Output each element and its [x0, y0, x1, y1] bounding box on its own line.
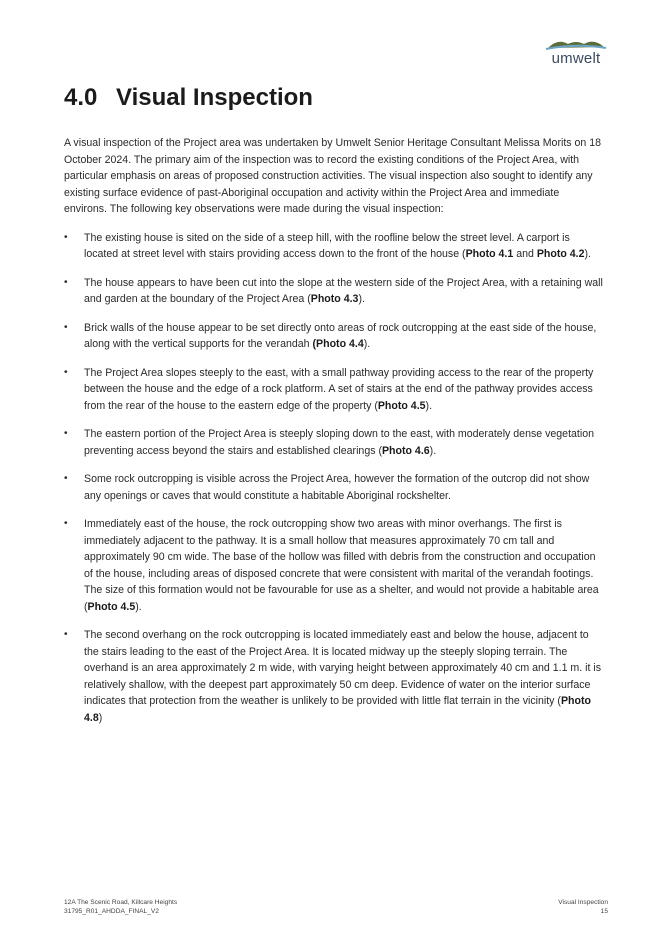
observation-text: Brick walls of the house appear to be set directly onto areas of rock outcropping at the east side of the house, along with the vertical supports for the verandah: [84, 321, 597, 350]
bullet-icon: •: [64, 629, 68, 640]
section-number: 4.0: [64, 84, 98, 111]
observation-item: [64, 365, 604, 415]
bullet-icon: •: [64, 518, 68, 529]
bullet-icon: •: [64, 231, 68, 243]
bullet-icon: •: [64, 276, 68, 288]
bullet-icon: •: [64, 321, 68, 333]
observation-item: [64, 471, 604, 504]
observation-text: and: [513, 248, 537, 260]
observation-text: The house appears to have been cut into the slope at the western side of the Project Area, with a retaining wall and garden at the boundary of the Project Area (: [84, 276, 603, 305]
observation-item: [64, 230, 604, 263]
body-content: [64, 135, 604, 738]
photo-reference: Photo 4.3: [310, 293, 359, 305]
observation-text: ): [98, 711, 103, 724]
observation-text: ).: [584, 248, 591, 260]
observations-list: [64, 230, 604, 727]
photo-reference: Photo 4.1: [465, 248, 514, 260]
footer-address: 12A The Scenic Road, Killcare Heights: [64, 899, 178, 906]
section-title: Visual Inspection: [116, 84, 313, 111]
observation-text: ).: [363, 338, 371, 350]
observation-item: [64, 275, 604, 308]
observation-text: The existing house is sited on the side of a steep hill, with the roofline below the street level. A carport is located at street level with stairs providing access down to the front of the house (: [84, 231, 570, 260]
footer-doc-id: 31795_R01_AHDDA_FINAL_V2: [64, 908, 159, 915]
observation-text: ).: [429, 444, 437, 457]
section-heading: [64, 84, 313, 112]
photo-reference: Photo 4.6: [381, 444, 430, 457]
photo-reference: Photo 4.5: [87, 600, 136, 613]
footer-section: Visual Inspection: [558, 899, 608, 906]
observation-text: ).: [425, 399, 433, 412]
observation-text: The second overhang on the rock outcropping is located immediately east and below the house, adjacent to the stairs leading to the east of the Project Area. It is located midway up the steeply sloping terrain. The overhand is an area approximately 2 m wide, with varying height between approximately 40 cm and 1.1 m. it is relatively shallow, with the deepest part approximately 50 cm deep. Evidence of water on the interior surface indicates that protection from the weather is unlikely to be provided with little flat terrain in the vicinity (: [84, 629, 602, 707]
observation-item: [64, 426, 604, 459]
observation-item: [64, 627, 604, 726]
observation-text: Immediately east of the house, the rock outcropping show two areas with minor overhangs. The first is immediately adjacent to the pathway. It is a small hollow that measures approximately 70 cm tall and approximately 90 cm wide. The base of the hollow was filled with debris from the construction and occupation of the house, including areas of disposed concrete that were consistent with marital of the verandah footings. The size of this formation would not be favourable for use as a shelter, and would not provide a habitable area (: [84, 518, 599, 613]
observation-text: The Project Area slopes steeply to the east, with a small pathway providing access to the rear of the property between the house and the edge of a rock platform. A set of stairs at the end of the pathway provides access from the rear of the house to the eastern edge of the property (: [84, 366, 594, 412]
observation-text: The eastern portion of the Project Area is steeply sloping down to the east, with moderately dense vegetation preventing access beyond the stairs and established clearings (: [84, 428, 594, 457]
intro-paragraph: A visual inspection of the Project area was undertaken by Umwelt Senior Heritage Consultant Melissa Morits on 18 October 2024. The primary aim of the inspection was to record the existing conditions of the Project Area, with particular emphasis on areas of proposed construction activities. The visual inspection also sought to identify any existing surface evidence of past-Aboriginal occupation and activity within the Project Area and immediate environs. The following key observations were made during the visual inspection:: [64, 137, 602, 215]
bullet-icon: •: [64, 428, 68, 439]
umwelt-logo: [544, 36, 608, 70]
photo-reference: Photo 4.8: [84, 695, 591, 724]
observation-text: ).: [135, 600, 142, 613]
bullet-icon: •: [64, 366, 68, 378]
observation-text: ).: [358, 293, 365, 305]
photo-reference: Photo 4.2: [536, 248, 585, 260]
observation-item: [64, 516, 604, 615]
photo-reference: (Photo 4.4: [312, 338, 364, 350]
bullet-icon: •: [64, 473, 68, 484]
logo-text: umwelt: [551, 50, 601, 67]
photo-reference: Photo 4.5: [377, 399, 426, 412]
observation-item: [64, 320, 604, 353]
page-number: 15: [600, 908, 608, 915]
observation-text: Some rock outcropping is visible across the Project Area, however the formation of the outcrop did not show any openings or caves that would constitute a habitable Aboriginal rockshelter.: [84, 473, 590, 502]
